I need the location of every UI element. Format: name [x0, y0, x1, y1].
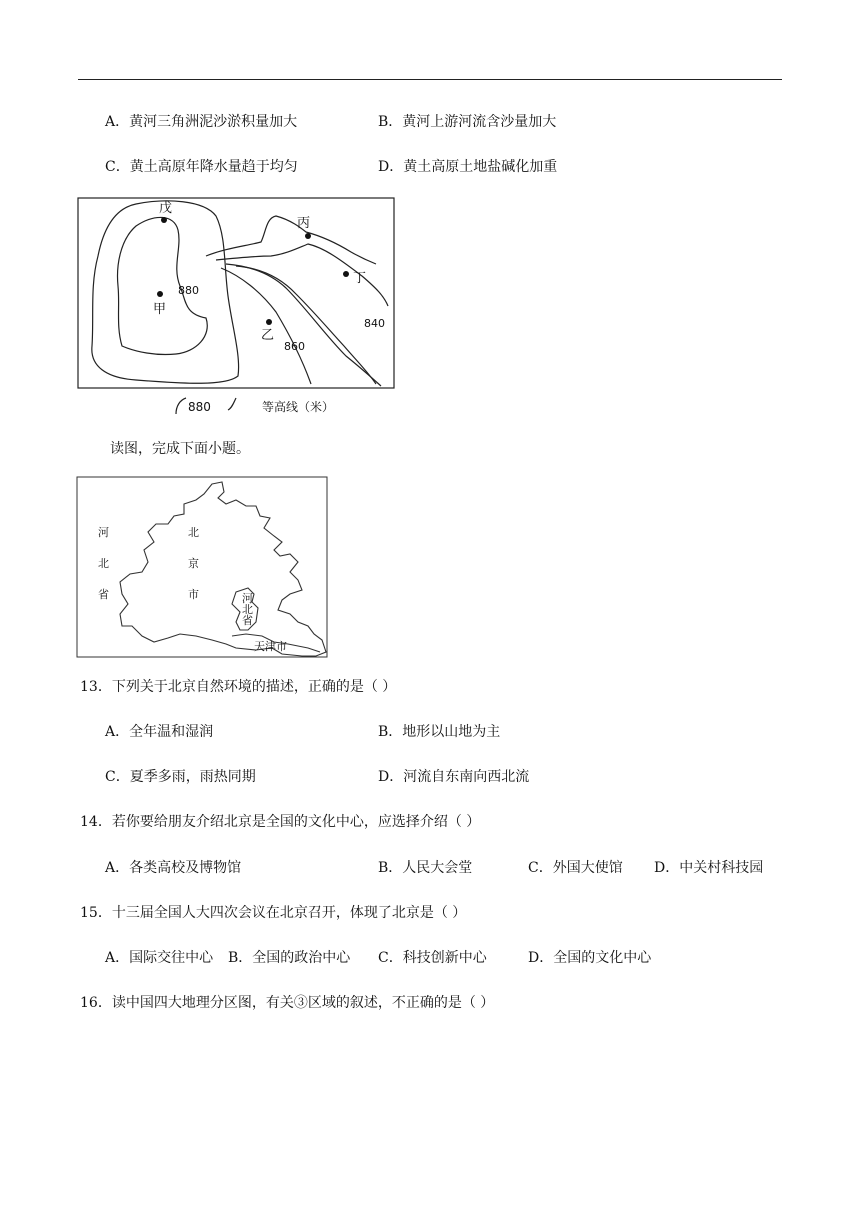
beijing-boundary	[120, 482, 326, 656]
hebei-inner-char-3: 省	[242, 614, 253, 627]
question-13-option-c: C．夏季多雨，雨热同期	[105, 769, 256, 785]
question-14-option-d: D．中关村科技园	[654, 860, 764, 876]
option-c: C．黄土高原年降水量趋于均匀	[105, 159, 298, 175]
question-13-option-a: A．全年温和湿润	[105, 724, 214, 740]
beijing-map-frame	[77, 477, 327, 657]
hebei-inner-char-2: 北	[242, 603, 253, 616]
contour-label-840: 840	[364, 317, 385, 330]
hebei-left-char-1: 河	[98, 526, 109, 539]
hebei-inner-char-1: 河	[242, 592, 253, 605]
legend-text: 等高线（米）	[262, 400, 335, 414]
question-15-stem: 15．十三届全国人大四次会议在北京召开，体现了北京是（ ）	[80, 905, 467, 921]
option-a: A．黄河三角洲泥沙淤积量加大	[105, 114, 298, 130]
hebei-left-char-3: 省	[98, 588, 109, 601]
question-14-option-b: B．人民大会堂	[378, 860, 473, 876]
point-bing-dot	[305, 233, 311, 239]
contour-860-open	[221, 268, 311, 384]
contour-label-860: 860	[284, 340, 305, 353]
question-15-option-c: C．科技创新中心	[378, 950, 487, 966]
beijing-char-2: 京	[188, 557, 199, 570]
question-15-option-b: B．全国的政治中心	[228, 950, 351, 966]
contour-map	[76, 196, 398, 418]
point-yi-label: 乙	[261, 328, 275, 343]
legend-value: 880	[188, 400, 211, 414]
point-wu-label: 戊	[159, 201, 173, 216]
question-13-option-b: B．地形以山地为主	[378, 724, 501, 740]
legend-contour-right	[228, 398, 236, 410]
point-jia-dot	[157, 291, 163, 297]
question-14-option-a: A．各类高校及博物馆	[105, 860, 242, 876]
contour-860-closed	[92, 201, 239, 383]
question-15-option-d: D．全国的文化中心	[528, 950, 652, 966]
contour-840-upper	[206, 216, 376, 264]
question-14-option-c: C．外国大使馆	[528, 860, 623, 876]
beijing-map	[76, 476, 330, 660]
contour-label-880: 880	[178, 284, 199, 297]
point-wu-dot	[161, 217, 167, 223]
point-jia-label: 甲	[153, 302, 167, 317]
point-ding-label: 丁	[353, 271, 367, 286]
point-bing-label: 丙	[297, 216, 311, 231]
question-14-stem: 14．若你要给朋友介绍北京是全国的文化中心，应选择介绍（ ）	[80, 814, 481, 830]
question-16-stem: 16．读中国四大地理分区图，有关③区域的叙述，不正确的是（ ）	[80, 995, 495, 1011]
question-13-option-d: D．河流自东南向西北流	[378, 769, 530, 785]
beijing-char-3: 市	[188, 588, 199, 601]
hebei-left-char-2: 北	[98, 557, 109, 570]
header-rule	[78, 79, 782, 80]
beijing-char-1: 北	[188, 526, 199, 539]
question-13-stem: 13．下列关于北京自然环境的描述，正确的是（ ）	[80, 679, 397, 695]
contour-map-frame	[78, 198, 394, 388]
point-ding-dot	[343, 271, 349, 277]
question-15-option-a: A．国际交往中心	[105, 950, 214, 966]
point-yi-dot	[266, 319, 272, 325]
option-b: B．黄河上游河流含沙量加大	[378, 114, 557, 130]
intro-text: 读图，完成下面小题。	[110, 441, 250, 457]
tianjin-label: 天津市	[254, 640, 287, 653]
option-d: D．黄土高原土地盐碱化加重	[378, 159, 558, 175]
legend-contour-left	[176, 398, 186, 414]
